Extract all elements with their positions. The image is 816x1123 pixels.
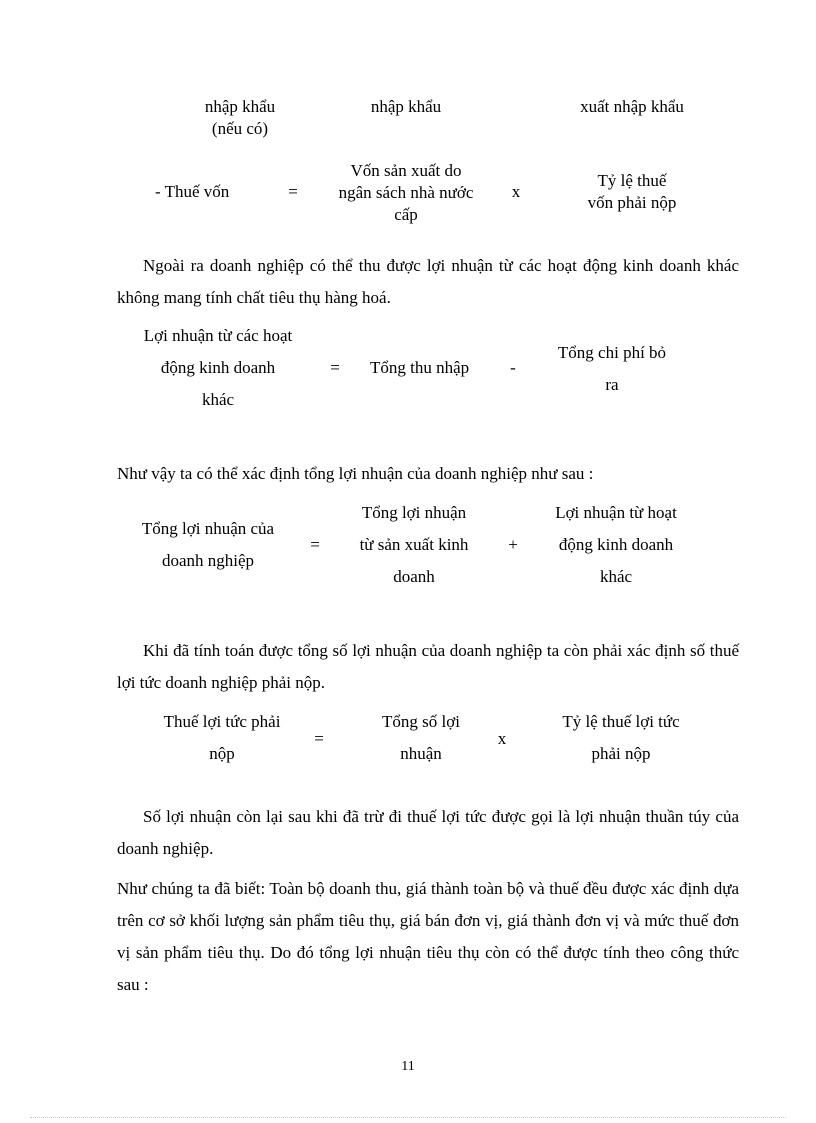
formula-tong-middle-line1: Tổng lợi nhuận: [361, 503, 467, 522]
formula-von-right: [532, 170, 732, 214]
paragraph-other-income: Ngoài ra doanh nghiệp có thể thu được lợi nhuận từ các hoạt động kinh doanh khác không mang tính chất tiêu thụ hàng hoá.: [117, 256, 739, 307]
formula-von-middle-line2: ngân sách nhà nước: [338, 183, 474, 202]
paragraph-tax-intro: Khi đã tính toán được tổng số lợi nhuận của doanh nghiệp ta còn phải xác định số thuế lợi tức doanh nghiệp phải nộp.: [117, 641, 739, 692]
formula-thue-multiply: x: [497, 729, 507, 748]
formula-khac-left-line3: khác: [201, 390, 235, 409]
formula-tong-right-line1: Lợi nhuận từ hoạt: [555, 503, 677, 522]
page-number: 11: [401, 1059, 415, 1074]
formula-thue-middle-line1: Tổng số lợi: [382, 712, 460, 731]
formula-khac-right-line1: Tổng chi phí bỏ: [557, 343, 667, 362]
formula-tong-middle-line2: từ sản xuất kinh: [359, 535, 469, 554]
formula-tong-plus: +: [508, 535, 518, 554]
formula-thue-right: [521, 706, 721, 770]
formula-tong-left-line2: doanh nghiệp: [161, 551, 255, 570]
formula-khac-equals: =: [330, 358, 340, 377]
formula-von-equals: =: [288, 182, 298, 201]
formula-khac-left-line2: động kinh doanh: [160, 358, 276, 377]
top-row-col2: nhập khẩu: [370, 97, 442, 116]
formula-khac-minus: -: [510, 358, 516, 377]
formula-thue-left-line2: nộp: [209, 744, 235, 763]
paragraph-total-profit-intro: Như vậy ta có thể xác định tổng lợi nhuận của doanh nghiệp như sau :: [117, 464, 594, 483]
formula-khac-right: [512, 337, 712, 401]
formula-thue-right-line1: Tỷ lệ thuế lợi tức: [562, 712, 680, 731]
top-row-col1-line2: (nếu có): [211, 119, 269, 138]
formula-von-middle-line1: Vốn sản xuất do: [350, 161, 462, 180]
formula-khac-left: [118, 320, 318, 416]
formula-tong-middle: [314, 497, 514, 593]
formula-thue-left: [122, 706, 322, 770]
paragraph-net-profit: Số lợi nhuận còn lại sau khi đã trừ đi thuế lợi tức được gọi là lợi nhuận thuần túy của doanh nghiệp.: [117, 807, 739, 858]
formula-tong-equals: =: [310, 535, 320, 554]
formula-khac-middle: Tổng thu nhập: [370, 358, 470, 377]
formula-tong-middle-line3: doanh: [393, 567, 435, 586]
formula-tong-right-line2: động kinh doanh: [558, 535, 674, 554]
top-row-col1-line1: nhập khẩu: [204, 97, 276, 116]
formula-von-multiply: x: [511, 182, 521, 201]
formula-tong-right: [516, 497, 716, 593]
formula-tong-right-line3: khác: [599, 567, 633, 586]
formula-thue-middle-line2: nhuận: [400, 744, 442, 763]
formula-tong-left-line1: Tổng lợi nhuận của: [141, 519, 275, 538]
top-row-col3: xuất nhập khẩu: [580, 97, 684, 116]
formula-thue-left-line1: Thuế lợi tức phải: [163, 712, 281, 731]
formula-von-right-line1: Tỷ lệ thuế: [597, 171, 667, 190]
formula-von-left: - Thuế vốn: [155, 182, 230, 201]
formula-tong-left: [108, 513, 308, 577]
formula-khac-left-line1: Lợi nhuận từ các hoạt: [143, 326, 293, 345]
formula-von-middle-line3: cấp: [394, 205, 418, 224]
formula-thue-middle: [321, 706, 521, 770]
formula-khac-right-line2: ra: [605, 375, 619, 394]
formula-thue-right-line2: phải nộp: [591, 744, 651, 763]
formula-thue-equals: =: [314, 729, 324, 748]
page-bottom-divider: [30, 1117, 786, 1118]
paragraph-profit-formula-intro: Như chúng ta đã biết: Toàn bộ doanh thu, giá thành toàn bộ và thuế đều được xác định dựa trên cơ sở khối lượng sản phẩm tiêu thụ, giá bán đơn vị, giá thành đơn vị và mức thuế đơn vị sản phẩm tiêu thụ. Do đó tổng lợi nhuận tiêu thụ còn có thể được tính theo công thức sau :: [117, 879, 739, 994]
formula-von-middle: [306, 160, 506, 226]
formula-von-right-line2: vốn phải nộp: [587, 193, 677, 212]
